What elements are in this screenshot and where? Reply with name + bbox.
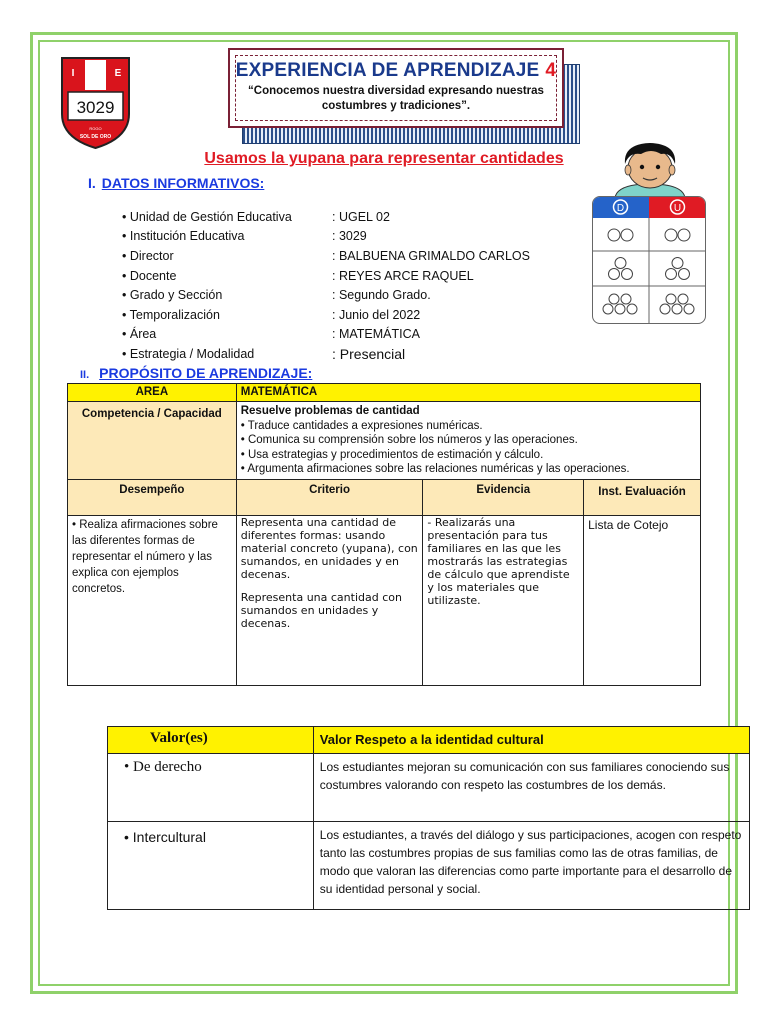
info-value: : Junio del 2022 xyxy=(332,307,421,322)
capacidad-item: • Comunica su comprensión sobre los números y las operaciones. xyxy=(240,434,578,446)
experience-title xyxy=(230,60,562,82)
values-header-value: Valor Respeto a la identidad cultural xyxy=(313,727,749,754)
criterio-item: Representa una cantidad de diferentes formas: usando material concreto (yupana), con sumandos, en unidades y en decenas. xyxy=(240,515,418,581)
info-value: : UGEL 02 xyxy=(332,209,390,224)
values-description: Los estudiantes mejoran su comunicación con sus familiares conociendo sus costumbres valorando con respeto las costumbres de los demás. xyxy=(313,754,749,822)
boy-illustration xyxy=(605,140,695,198)
info-list xyxy=(122,207,530,364)
school-logo xyxy=(58,54,133,150)
section-2-number: II. xyxy=(80,369,90,381)
info-key: • Área xyxy=(122,327,332,341)
capacidad-item: • Argumenta afirmaciones sobre las relaciones numéricas y las operaciones. xyxy=(240,463,630,475)
info-row xyxy=(122,305,530,325)
info-key: • Director xyxy=(122,249,332,263)
table-header-row xyxy=(68,479,701,515)
info-row xyxy=(122,344,530,364)
logo-letter-i: I xyxy=(71,68,75,79)
values-row xyxy=(108,754,750,822)
experience-number: 4 xyxy=(545,60,557,81)
section-1-number: I. xyxy=(88,175,96,191)
header-evidencia: Evidencia xyxy=(423,479,584,515)
criterio-cell xyxy=(236,515,423,685)
info-row xyxy=(122,266,530,286)
capacidad-item: • Traduce cantidades a expresiones numéricas. xyxy=(240,419,483,432)
table-row xyxy=(68,515,701,685)
section-2-title: PROPÓSITO DE APRENDIZAJE: xyxy=(99,365,313,381)
yupana-illustration xyxy=(592,196,706,324)
info-value: : Presencial xyxy=(332,345,406,362)
info-row xyxy=(122,285,530,305)
values-key: • Intercultural xyxy=(108,822,314,910)
info-value: : Segundo Grado. xyxy=(332,288,431,303)
logo-letter-e: E xyxy=(114,68,122,79)
evidencia-cell: - Realizarás una presentación para tus familiares en las que les mostrarás las estrategias de cálculo que aprendiste y los materiales que utilizaste. xyxy=(423,515,584,685)
section-1-heading xyxy=(88,175,264,191)
header-criterio: Criterio xyxy=(236,479,423,515)
info-key: • Docente xyxy=(122,269,332,283)
area-row xyxy=(68,384,701,402)
competence-title: Resuelve problemas de cantidad xyxy=(240,405,420,417)
info-row xyxy=(122,207,530,227)
capacidad-item: • Usa estrategias y procedimientos de estimación y cálculo. xyxy=(240,448,544,461)
desempeno-cell: • Realiza afirmaciones sobre las diferentes formas de representar el número y las explica con ejemplos concretos. xyxy=(68,515,237,685)
values-key: • De derecho xyxy=(108,754,314,822)
values-table xyxy=(107,726,750,910)
section-2-heading xyxy=(80,365,312,381)
section-1-title: DATOS INFORMATIVOS: xyxy=(101,175,265,191)
info-row xyxy=(122,246,530,266)
values-description: Los estudiantes, a través del diálogo y sus participaciones, acogen con respeto tanto las costumbres propias de sus familias como las de otras familias, de modo que valoran las diferencias como parte importante para el desarrollo de su identidad personal y social. xyxy=(313,822,749,910)
header-desempeno: Desempeño xyxy=(68,479,237,515)
info-value: : 3029 xyxy=(332,229,367,244)
logo-number: 3029 xyxy=(76,98,115,117)
values-row xyxy=(108,822,750,910)
info-key: • Unidad de Gestión Educativa xyxy=(122,210,332,224)
competence-label: Competencia / Capacidad xyxy=(68,402,237,480)
session-title-text: Usamos la yupana para representar cantidades xyxy=(204,150,564,167)
logo-motto: SOL DE ORO xyxy=(79,134,112,140)
yupana-col-unidades: U xyxy=(673,202,681,214)
info-key: • Estrategia / Modalidad xyxy=(122,347,332,361)
info-key: • Institución Educativa xyxy=(122,229,332,243)
info-row xyxy=(122,325,530,345)
values-header-row xyxy=(108,727,750,754)
info-value: : BALBUENA GRIMALDO CARLOS xyxy=(332,248,530,263)
logo-small-text: ROGO xyxy=(89,126,102,131)
values-header-label: Valor(es) xyxy=(108,727,314,754)
yupana-col-decenas: D xyxy=(616,202,624,214)
instrumento-cell: Lista de Cotejo xyxy=(584,515,701,685)
criterio-item: Representa una cantidad con sumandos en unidades y decenas. xyxy=(240,590,402,630)
header-instrumento: Inst. Evaluación xyxy=(584,479,701,515)
purpose-table xyxy=(67,383,701,686)
info-value: : REYES ARCE RAQUEL xyxy=(332,268,474,283)
competence-row xyxy=(68,402,701,480)
area-value: MATEMÁTICA xyxy=(236,384,700,402)
area-label: AREA xyxy=(68,384,237,402)
experience-subtitle: “Conocemos nuestra diversidad expresando nuestras costumbres y tradiciones”. xyxy=(248,85,544,112)
info-key: • Temporalización xyxy=(122,308,332,322)
info-key: • Grado y Sección xyxy=(122,288,332,302)
info-row xyxy=(122,227,530,247)
info-value: : MATEMÁTICA xyxy=(332,327,420,342)
title-box xyxy=(228,48,564,128)
experience-title-text: EXPERIENCIA DE APRENDIZAJE xyxy=(235,60,540,81)
